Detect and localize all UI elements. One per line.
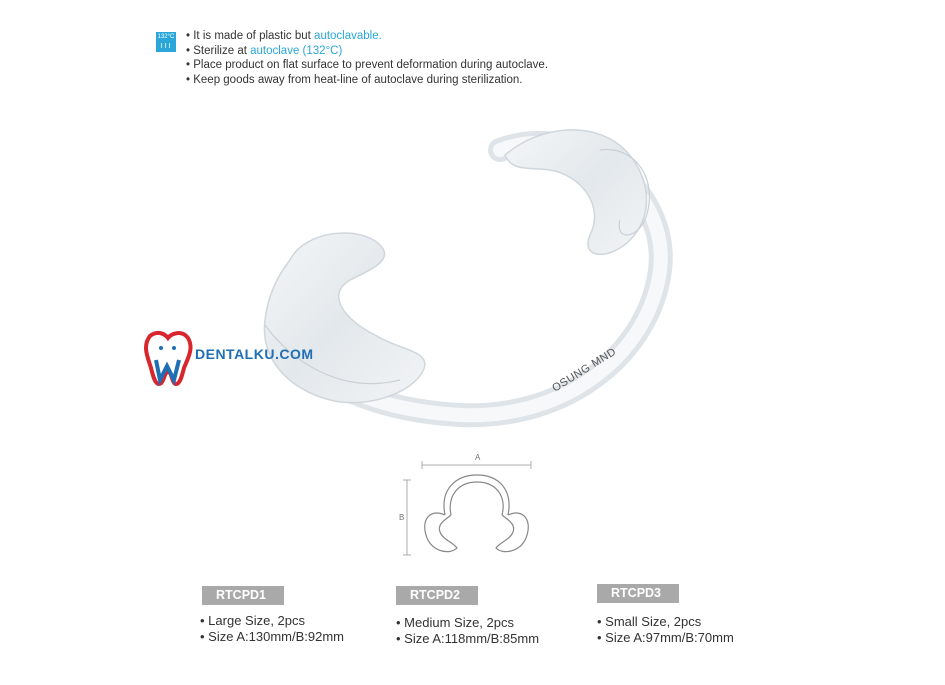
dimension-a-label: A [475,453,481,462]
watermark-text: DENTALKU.COM [195,346,314,362]
steam-icon: ≀≀≀ [160,41,172,50]
temperature-label: 132°C [157,34,175,40]
care-notes [186,29,548,87]
note-4: • Keep goods away from heat-line of autoclave during sterilization. [186,73,523,86]
model-tag-rtcpd3: RTCPD3 [597,584,679,603]
note-1: • It is made of plastic but autoclavable. [186,30,382,42]
spec-rtcpd2: • Medium Size, 2pcs • Size A:118mm/B:85mm [396,615,540,646]
model-tag-rtcpd1: RTCPD1 [202,586,284,605]
dimension-diagram [395,450,555,565]
dimension-b-label: B [399,513,405,522]
note-3: • Place product on flat surface to prevent deformation during autoclave. [186,59,549,71]
note-2: • Sterilize at autoclave (132°C) [186,44,343,57]
autoclave-badge [156,32,176,52]
brand-imprint: OSUNG MND [550,345,619,395]
cheek-retractor-image [250,110,680,430]
spec-rtcpd1: • Large Size, 2pcs • Size A:130mm/B:92mm [200,613,344,644]
spec-rtcpd3: • Small Size, 2pcs • Size A:97mm/B:70mm [597,614,734,645]
tooth-logo-icon [140,328,195,388]
model-tag-rtcpd2: RTCPD2 [396,586,478,605]
